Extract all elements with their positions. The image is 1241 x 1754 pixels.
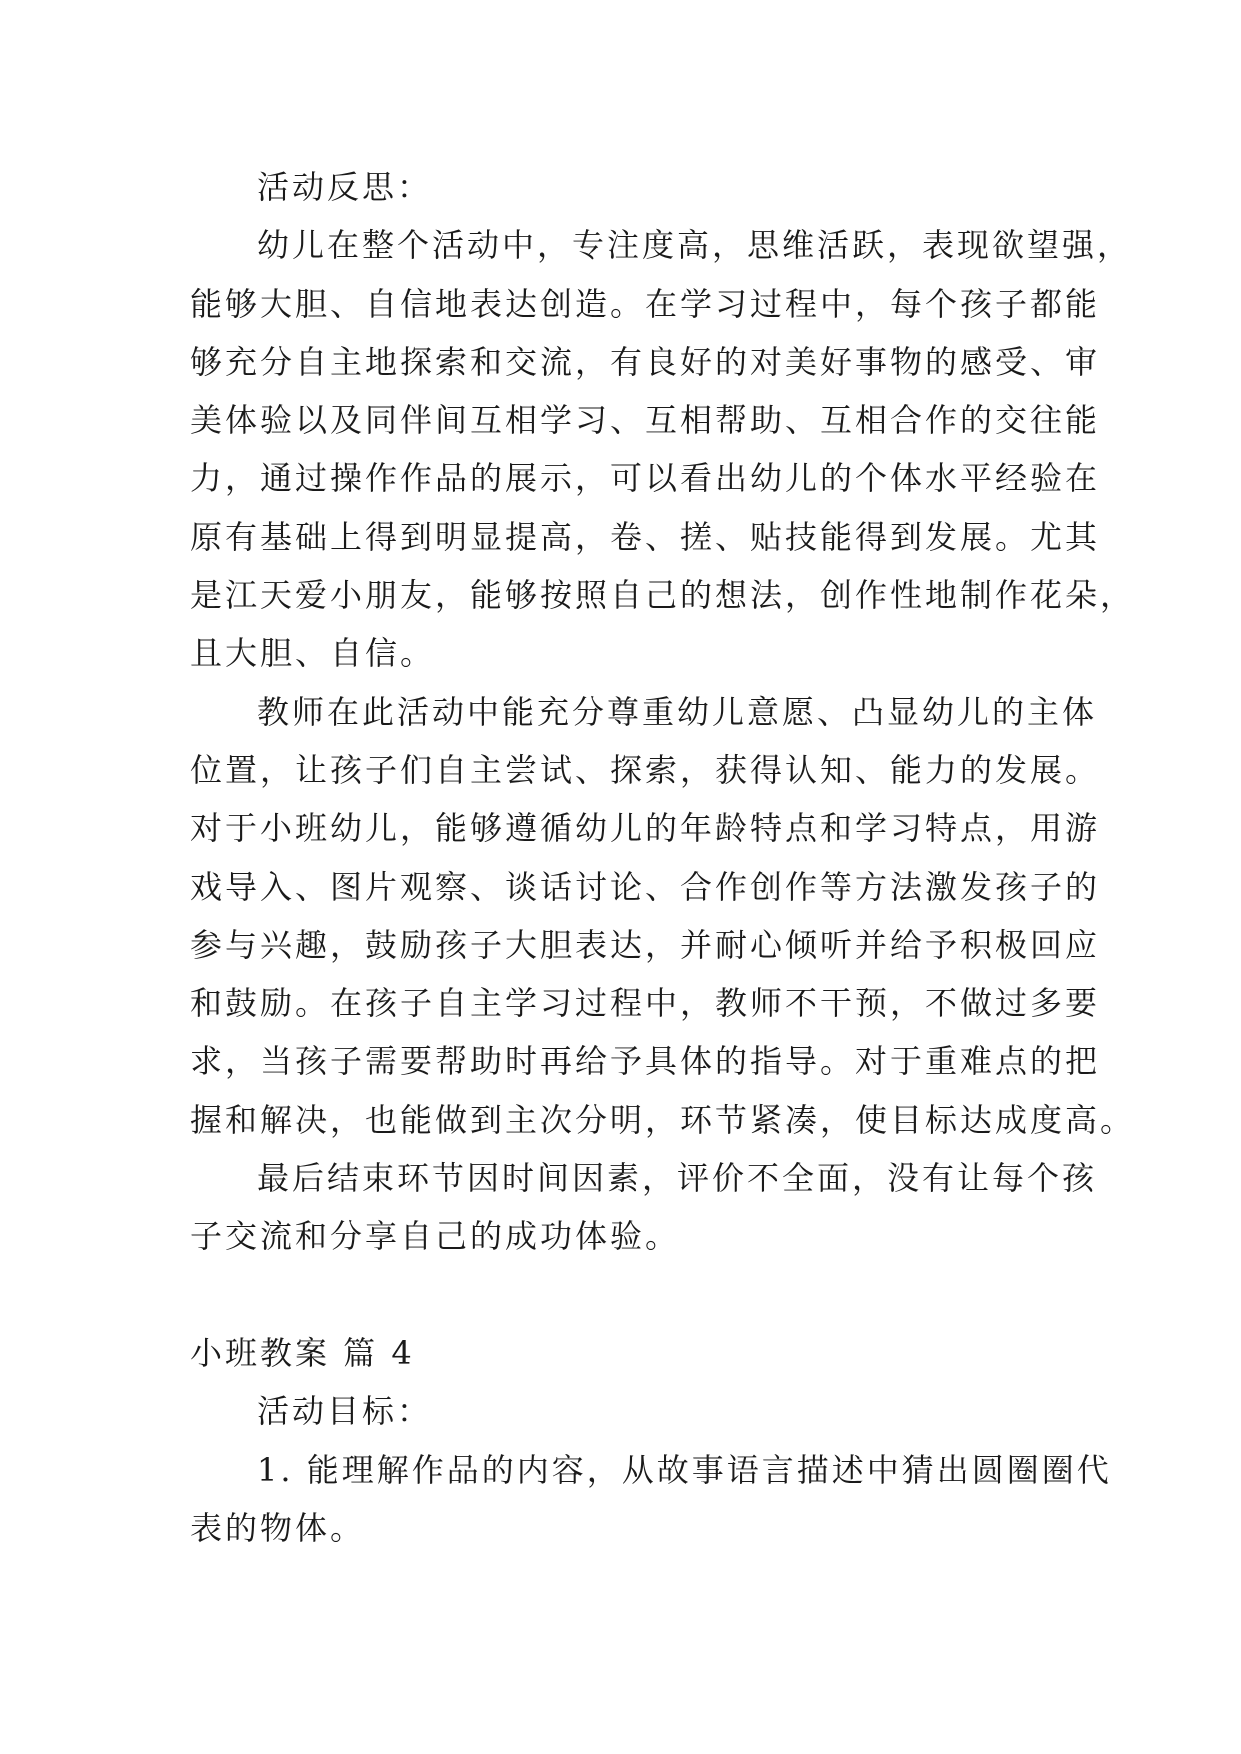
paragraph-line: 能够大胆、自信地表达创造。在学习过程中，每个孩子都能 bbox=[190, 284, 1101, 323]
goal-line: 表的物体。 bbox=[190, 1508, 366, 1547]
paragraph-line: 位置，让孩子们自主尝试、探索，获得认知、能力的发展。 bbox=[190, 750, 1101, 789]
paragraph-line: 求，当孩子需要帮助时再给予具体的指导。对于重难点的把 bbox=[190, 1042, 1101, 1081]
section-spacer bbox=[190, 1266, 1050, 1324]
reflection-heading: 活动反思： bbox=[257, 168, 433, 206]
paragraph-line: 教师在此活动中能充分尊重幼儿意愿、凸显幼儿的主体 bbox=[257, 692, 1098, 731]
paragraph-line: 且大胆、自信。 bbox=[190, 634, 436, 673]
paragraph-line: 参与兴趣，鼓励孩子大胆表达，并耐心倾听并给予积极回应 bbox=[190, 925, 1101, 964]
paragraph-line: 力，通过操作作品的展示，可以看出幼儿的个体水平经验在 bbox=[190, 459, 1101, 498]
paragraph-line: 够充分自主地探索和交流，有良好的对美好事物的感受、审 bbox=[190, 342, 1101, 381]
paragraph-line: 原有基础上得到明显提高，卷、搓、贴技能得到发展。尤其 bbox=[190, 517, 1101, 556]
paragraph-line: 最后结束环节因时间因素，评价不全面，没有让每个孩 bbox=[257, 1159, 1098, 1198]
paragraph-line: 和鼓励。在孩子自主学习过程中，教师不干预，不做过多要 bbox=[190, 984, 1101, 1023]
paragraph-line: 美体验以及同伴间互相学习、互相帮助、互相合作的交往能 bbox=[190, 401, 1101, 440]
goal-line: 1. 能理解作品的内容，从故事语言描述中猜出圆圈圈代 bbox=[257, 1450, 1112, 1489]
paragraph-line: 子交流和分享自己的成功体验。 bbox=[190, 1217, 681, 1256]
paragraph-line: 幼儿在整个活动中，专注度高，思维活跃，表现欲望强， bbox=[257, 226, 1133, 265]
paragraph-line: 握和解决，也能做到主次分明，环节紧凑，使目标达成度高。 bbox=[190, 1100, 1136, 1139]
paragraph-line: 是江天爱小朋友，能够按照自己的想法，创作性地制作花朵， bbox=[190, 576, 1136, 615]
goal-item-1 bbox=[190, 1441, 1112, 1558]
reflection-paragraph-1 bbox=[190, 216, 1136, 682]
reflection-paragraph-3 bbox=[190, 1149, 1098, 1266]
paragraph-line: 戏导入、图片观察、谈话讨论、合作创作等方法激发孩子的 bbox=[190, 867, 1101, 906]
reflection-paragraph-2 bbox=[190, 683, 1136, 1149]
document-body bbox=[190, 158, 1136, 1557]
goals-heading: 活动目标： bbox=[257, 1392, 433, 1431]
section-title: 小班教案 篇 4 bbox=[190, 1333, 415, 1372]
paragraph-line: 对于小班幼儿，能够遵循幼儿的年龄特点和学习特点，用游 bbox=[190, 809, 1101, 848]
